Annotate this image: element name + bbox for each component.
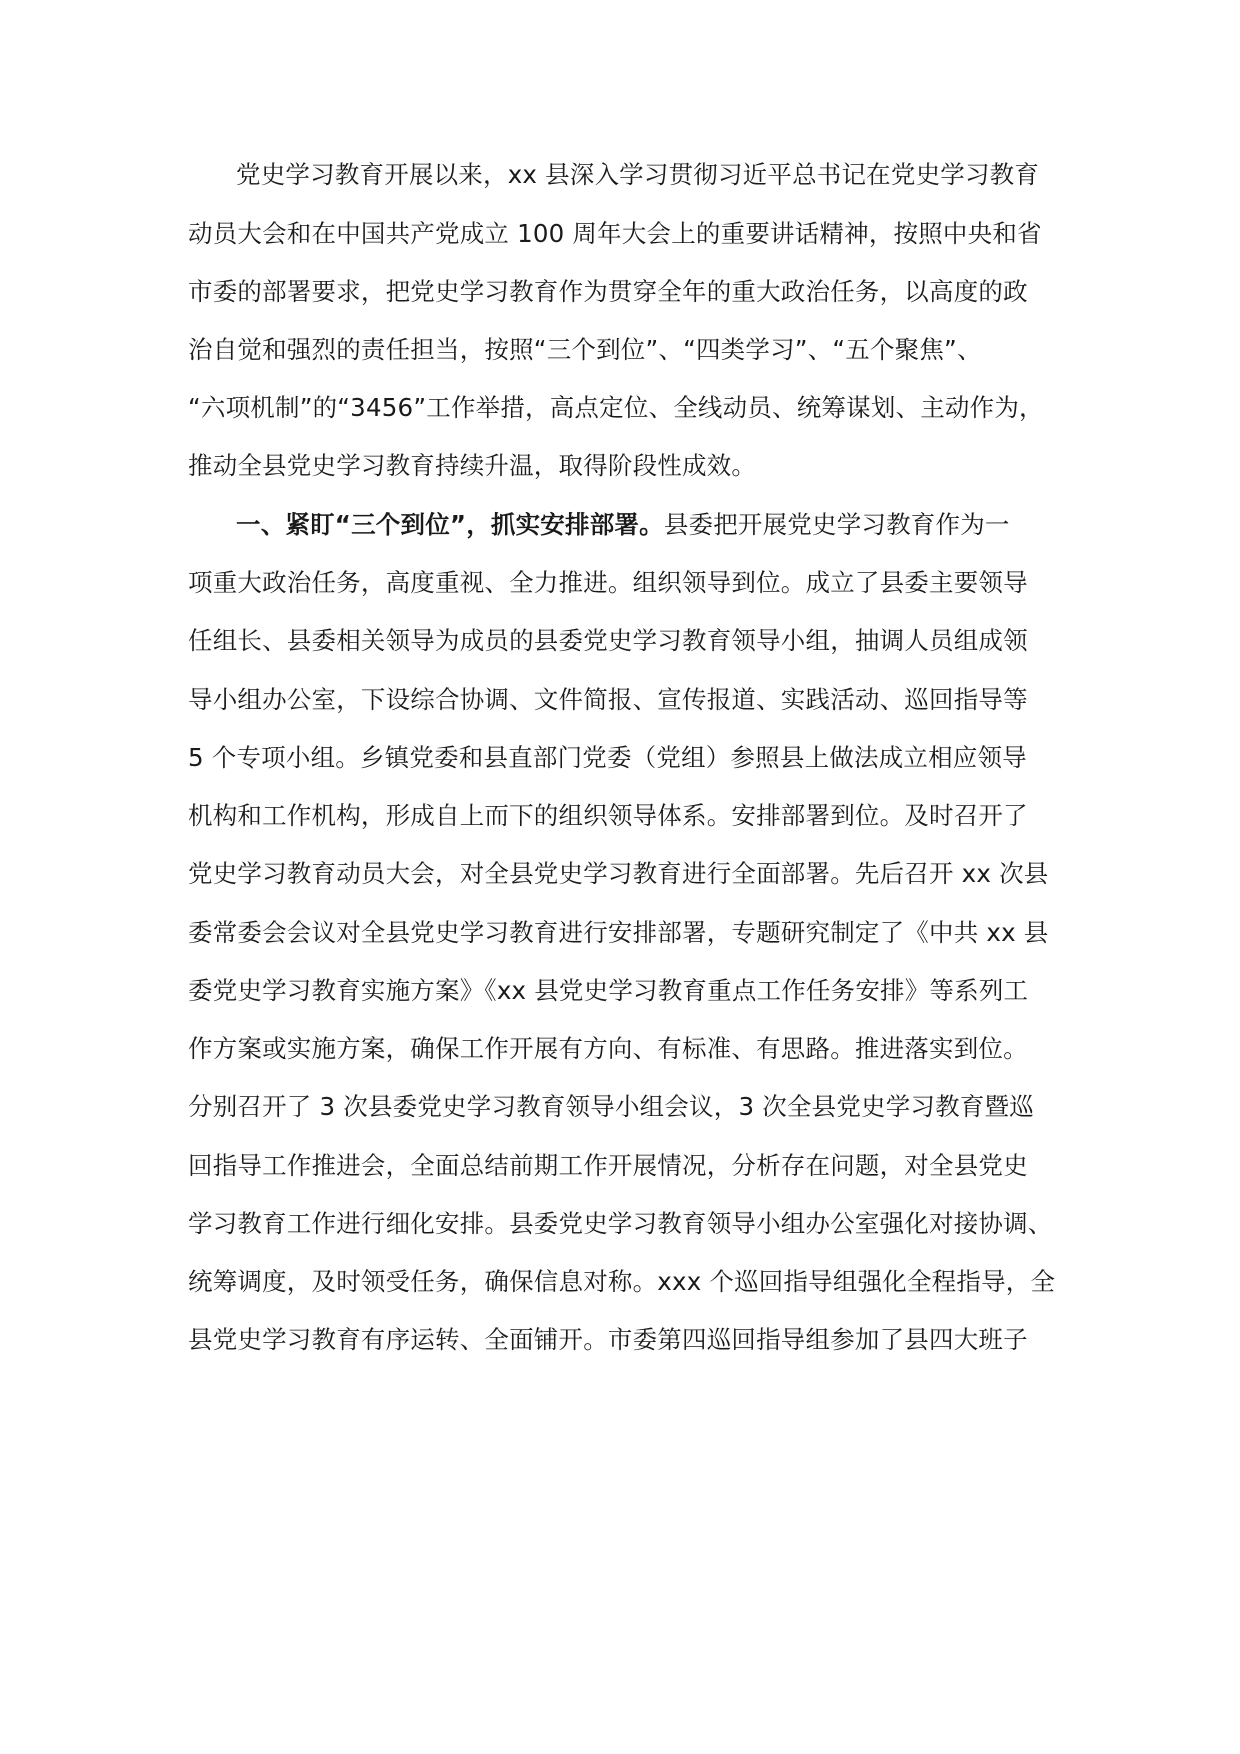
paragraph-line: 推动全县党史学习教育持续升温，取得阶段性成效。 bbox=[188, 451, 757, 480]
paragraph-line: 5 个专项小组。乡镇党委和县直部门党委（党组）参照县上做法成立相应领导 bbox=[188, 743, 1027, 772]
paragraph-line: 学习教育工作进行细化安排。县委党史学习教育领导小组办公室强化对接协调、 bbox=[188, 1209, 1053, 1238]
paragraph-line: 党史学习教育动员大会，对全县党史学习教育进行全面部署。先后召开 xx 次县 bbox=[188, 859, 1049, 888]
paragraph-line: 委常委会会议对全县党史学习教育进行安排部署，专题研究制定了《中共 xx 县 bbox=[188, 918, 1049, 947]
paragraph-line: “六项机制”的“3456”工作举措，高点定位、全线动员、统筹谋划、主动作为， bbox=[188, 393, 1044, 422]
paragraph-line: 机构和工作机构，形成自上而下的组织领导体系。安排部署到位。及时召开了 bbox=[188, 801, 1028, 830]
paragraph-line: 党史学习教育开展以来，xx 县深入学习贯彻习近平总书记在党史学习教育 bbox=[236, 160, 1040, 189]
paragraph-line: 分别召开了 3 次县委党史学习教育领导小组会议，3 次全县党史学习教育暨巡 bbox=[188, 1092, 1034, 1121]
paragraph-line: 导小组办公室，下设综合协调、文件简报、宣传报道、实践活动、巡回指导等 bbox=[188, 685, 1028, 714]
paragraph-line: 项重大政治任务，高度重视、全力推进。组织领导到位。成立了县委主要领导 bbox=[188, 568, 1028, 597]
paragraph-line: 委党史学习教育实施方案》《xx 县党史学习教育重点工作任务安排》等系列工 bbox=[188, 976, 1029, 1005]
section-heading-rest: 县委把开展党史学习教育作为一 bbox=[663, 510, 1010, 539]
section-heading: 一、紧盯“三个到位”，抓实安排部署。 bbox=[236, 510, 664, 539]
paragraph-line: 任组长、县委相关领导为成员的县委党史学习教育领导小组，抽调人员组成领 bbox=[188, 626, 1028, 655]
paragraph-line: 统筹调度，及时领受任务，确保信息对称。xxx 个巡回指导组强化全程指导，全 bbox=[188, 1267, 1056, 1296]
paragraph-line: 动员大会和在中国共产党成立 100 周年大会上的重要讲话精神，按照中央和省 bbox=[188, 219, 1042, 248]
section-heading-line bbox=[236, 505, 1068, 545]
paragraph-line: 市委的部署要求，把党史学习教育作为贯穿全年的重大政治任务，以高度的政 bbox=[188, 277, 1028, 306]
paragraph-line: 治自觉和强烈的责任担当，按照“三个到位”、“四类学习”、“五个聚焦”、 bbox=[188, 335, 982, 364]
paragraph-line: 县党史学习教育有序运转、全面铺开。市委第四巡回指导组参加了县四大班子 bbox=[188, 1325, 1028, 1354]
paragraph-line: 回指导工作推进会，全面总结前期工作开展情况，分析存在问题，对全县党史 bbox=[188, 1151, 1028, 1180]
paragraph-line: 作方案或实施方案，确保工作开展有方向、有标准、有思路。推进落实到位。 bbox=[188, 1034, 1028, 1063]
